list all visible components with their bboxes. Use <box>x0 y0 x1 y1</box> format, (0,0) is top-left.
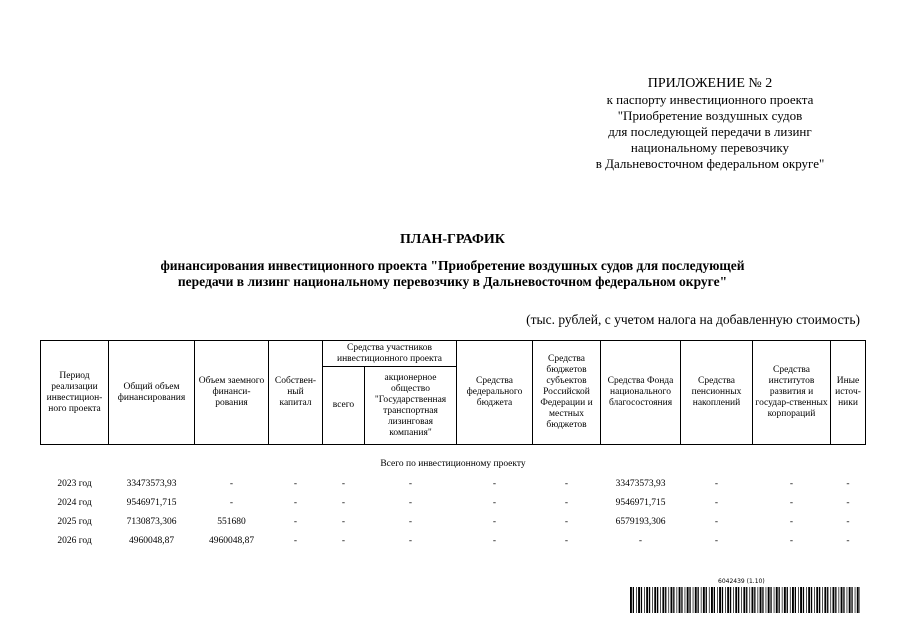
appendix-line: ПРИЛОЖЕНИЕ № 2 <box>647 76 773 91</box>
header-regional: Средства бюджетов субъектов Российской Федерации и местных бюджетов <box>533 341 601 445</box>
table-cell: - <box>564 498 569 508</box>
table-cell: - <box>846 536 850 546</box>
table-cell: - <box>293 498 298 508</box>
table-cell: - <box>341 498 346 508</box>
table-cell: - <box>564 536 569 546</box>
table-row <box>41 532 866 551</box>
table-cell: - <box>789 517 794 527</box>
table-cell: - <box>846 498 850 508</box>
subtitle-line: передачи в лизинг национальному перевозчику в Дальневосточном федеральном округе" <box>177 274 728 289</box>
header-equity: Собствен-ный капитал <box>269 341 323 445</box>
table-cell: - <box>714 479 719 489</box>
table-row <box>41 494 866 513</box>
row-period-cell: 2024 год <box>57 498 92 508</box>
appendix-header <box>560 76 860 172</box>
table-cell: - <box>408 498 413 508</box>
header-participants-all: всего <box>323 367 365 445</box>
section-label: Всего по инвестиционному проекту <box>380 458 526 469</box>
table-row <box>41 513 866 532</box>
financing-table <box>40 340 866 551</box>
appendix-line: для последующей передачи в лизинг <box>608 124 812 139</box>
table-cell: - <box>789 479 794 489</box>
table-cell: 4960048,87 <box>128 536 175 546</box>
table-cell: 4960048,87 <box>208 536 255 546</box>
row-period-cell: 2025 год <box>57 517 92 527</box>
table-cell: - <box>408 536 413 546</box>
table-cell: - <box>492 517 497 527</box>
table-cell: 551680 <box>217 517 246 527</box>
header-pension: Средства пенсионных накоплений <box>681 341 753 445</box>
table-cell: - <box>846 517 850 527</box>
header-loan: Объем заемного финанси-рования <box>195 341 269 445</box>
header-participants: Средства участников инвестиционного проекта <box>323 341 457 367</box>
header-participants-jsc: акционерное общество "Государственная транспортная лизинговая компания" <box>365 367 457 445</box>
table-cell: - <box>341 536 346 546</box>
table-cell: 6579193,306 <box>615 517 666 527</box>
header-institutes: Средства институтов развития и государ-ственных корпораций <box>753 341 831 445</box>
document-subtitle <box>100 258 805 290</box>
header-total: Общий объем финансирования <box>109 341 195 445</box>
table-cell: 7130873,306 <box>126 517 177 527</box>
subtitle-line: финансирования инвестиционного проекта "Приобретение воздушных судов для последующей <box>160 258 745 273</box>
table-cell: - <box>408 479 413 489</box>
units-note: (тыс. рублей, с учетом налога на добавленную стоимость) <box>526 312 860 327</box>
header-federal: Средства федерального бюджета <box>457 341 533 445</box>
table-cell: - <box>638 536 643 546</box>
appendix-line: к паспорту инвестиционного проекта <box>606 92 814 107</box>
table-cell: - <box>564 479 569 489</box>
table-cell: - <box>408 517 413 527</box>
row-period-cell: 2023 год <box>57 479 92 489</box>
barcode-number: 6042439 (1.10) <box>718 578 765 585</box>
table-cell: - <box>492 479 497 489</box>
table-cell: - <box>846 479 850 489</box>
table-cell: - <box>789 536 794 546</box>
table-cell: - <box>293 479 298 489</box>
header-period: Период реализации инвестицион-ного проекта <box>41 341 109 445</box>
table-cell: - <box>492 536 497 546</box>
table-cell: - <box>229 498 234 508</box>
table-cell: 33473573,93 <box>126 479 177 489</box>
table-cell: - <box>714 517 719 527</box>
appendix-line: национальному перевозчику <box>630 140 790 155</box>
table-row <box>41 475 866 494</box>
table-cell: 33473573,93 <box>615 479 666 489</box>
table-cell: - <box>293 517 298 527</box>
header-other: Иные источ-ники <box>831 341 866 445</box>
table-cell: - <box>564 517 569 527</box>
appendix-line: "Приобретение воздушных судов <box>617 108 803 123</box>
table-cell: - <box>492 498 497 508</box>
table-cell: - <box>789 498 794 508</box>
table-cell: - <box>714 498 719 508</box>
table-cell: - <box>714 536 719 546</box>
row-period-cell: 2026 год <box>57 536 92 546</box>
table-cell: 9546971,715 <box>126 498 177 508</box>
header-fund: Средства Фонда национального благосостояния <box>601 341 681 445</box>
table-cell: - <box>341 517 346 527</box>
table-cell: - <box>293 536 298 546</box>
table-cell: 9546971,715 <box>615 498 666 508</box>
barcode-image <box>630 587 860 613</box>
table-cell: - <box>229 479 234 489</box>
document-title: ПЛАН-ГРАФИК <box>400 232 505 247</box>
table-cell: - <box>341 479 346 489</box>
appendix-line: в Дальневосточном федеральном округе" <box>595 156 825 171</box>
